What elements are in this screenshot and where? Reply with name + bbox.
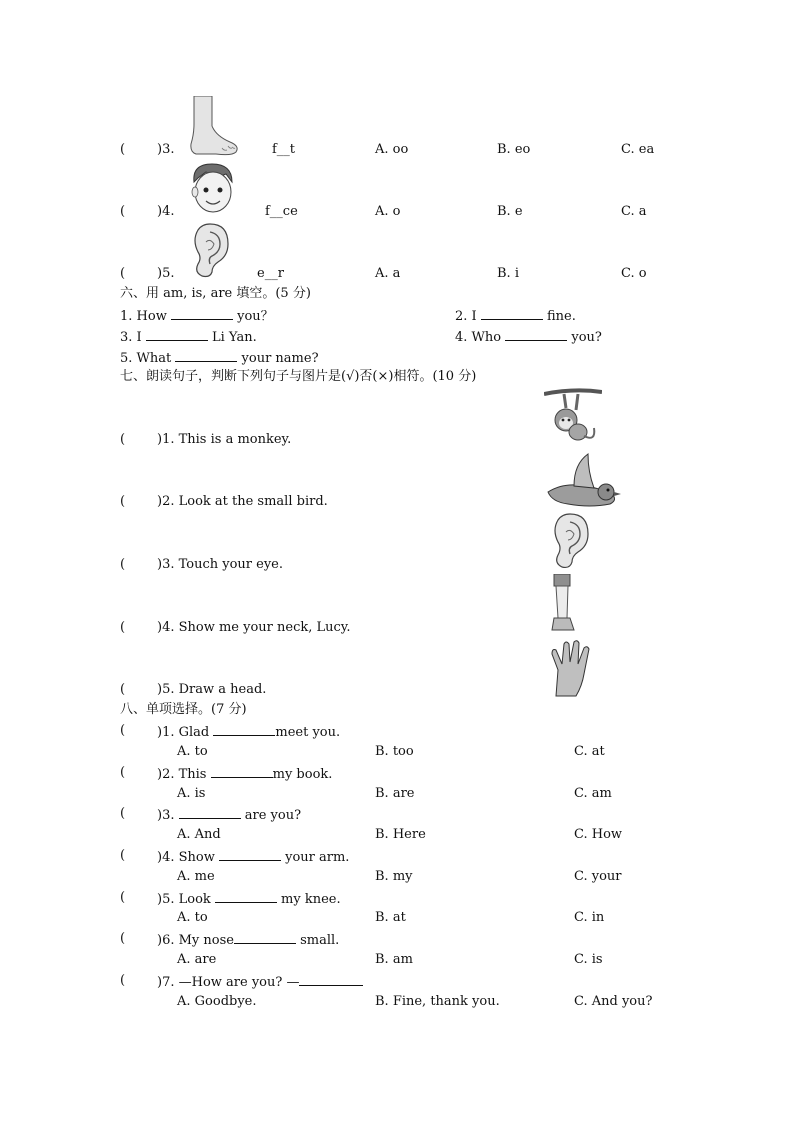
answer-blank[interactable] xyxy=(219,848,281,861)
fill-question xyxy=(455,307,576,325)
option-b: B. Here xyxy=(375,827,426,842)
section7-heading: 七、朗读句子，判断下列句子与图片是(√)否(×)相符。(10 分) xyxy=(120,369,477,384)
ear-image xyxy=(550,512,590,570)
judge-sentence: )5. Draw a head. xyxy=(157,682,267,697)
question-text: are you? xyxy=(240,808,302,823)
monkey-image xyxy=(544,388,602,446)
option-b: B. Fine, thank you. xyxy=(375,994,500,1009)
option-b: B. am xyxy=(375,952,413,967)
paren-open: ( xyxy=(120,620,126,635)
ear-image xyxy=(190,222,230,278)
answer-blank[interactable] xyxy=(213,723,275,736)
section6-heading: 六、用 am, is, are 填空。(5 分) xyxy=(120,286,311,301)
option-a: A. is xyxy=(177,786,206,801)
question-number: )5. xyxy=(157,266,175,281)
question-text: Li Yan. xyxy=(211,330,257,345)
choice-question xyxy=(157,973,363,991)
question-text: your name? xyxy=(241,351,319,366)
option-a: A. me xyxy=(177,869,215,884)
fill-question xyxy=(120,349,319,367)
question-text: )6. My nose xyxy=(157,933,234,948)
word-blank: f__t xyxy=(272,142,296,157)
option-b: B. too xyxy=(375,744,414,759)
option-c: C. in xyxy=(574,910,605,925)
option-c: C. is xyxy=(574,952,603,967)
question-text: 3. I xyxy=(120,330,142,345)
paren-open: ( xyxy=(120,682,126,697)
choice-question xyxy=(157,890,341,908)
question-text: fine. xyxy=(546,309,576,324)
question-number: )4. xyxy=(157,204,175,219)
option-a: A. to xyxy=(177,910,208,925)
option-b: B. e xyxy=(497,204,523,219)
question-text: 1. How xyxy=(120,309,167,324)
choice-question xyxy=(157,723,340,741)
judge-sentence: )1. This is a monkey. xyxy=(157,432,292,447)
choice-question xyxy=(157,848,349,866)
option-b: B. my xyxy=(375,869,413,884)
answer-blank[interactable] xyxy=(299,973,363,986)
option-b: B. are xyxy=(375,786,415,801)
question-text: my book. xyxy=(272,767,333,782)
leg-image xyxy=(550,574,576,634)
answer-blank[interactable] xyxy=(215,890,277,903)
question-text: meet you. xyxy=(275,725,341,740)
question-text: 4. Who xyxy=(455,330,502,345)
option-c: C. a xyxy=(621,204,647,219)
option-c: C. am xyxy=(574,786,612,801)
fill-question xyxy=(120,328,257,346)
question-text: your arm. xyxy=(280,850,350,865)
option-c: C. ea xyxy=(621,142,655,157)
paren-open: ( xyxy=(120,765,126,780)
option-a: A. And xyxy=(177,827,221,842)
answer-blank[interactable] xyxy=(211,765,273,778)
judge-sentence: )3. Touch your eye. xyxy=(157,557,284,572)
judge-sentence: )2. Look at the small bird. xyxy=(157,494,328,509)
question-text: 2. I xyxy=(455,309,477,324)
option-a: A. o xyxy=(375,204,401,219)
option-c: C. And you? xyxy=(574,994,653,1009)
paren-open: ( xyxy=(120,266,126,281)
question-text: )7. —How are you? — xyxy=(157,975,300,990)
choice-question xyxy=(157,765,332,783)
bird-image xyxy=(544,452,622,510)
question-number: )3. xyxy=(157,142,175,157)
question-text: 5. What xyxy=(120,351,172,366)
question-text: )3. xyxy=(157,808,175,823)
choice-question xyxy=(157,806,301,824)
answer-blank[interactable] xyxy=(179,806,241,819)
answer-blank[interactable] xyxy=(481,307,543,320)
judge-sentence: )4. Show me your neck, Lucy. xyxy=(157,620,351,635)
answer-blank[interactable] xyxy=(171,307,233,320)
choice-question xyxy=(157,931,339,949)
question-text: you？ xyxy=(237,309,274,324)
answer-blank[interactable] xyxy=(175,349,237,362)
paren-open: ( xyxy=(120,723,126,738)
paren-open: ( xyxy=(120,494,126,509)
option-a: A. a xyxy=(375,266,401,281)
option-c: C. o xyxy=(621,266,647,281)
word-blank: f__ce xyxy=(265,204,298,219)
option-b: B. at xyxy=(375,910,406,925)
paren-open: ( xyxy=(120,142,126,157)
option-b: B. i xyxy=(497,266,519,281)
question-text: )2. This xyxy=(157,767,207,782)
option-a: A. are xyxy=(177,952,217,967)
paren-open: ( xyxy=(120,931,126,946)
question-text: my knee. xyxy=(276,892,341,907)
paren-open: ( xyxy=(120,848,126,863)
option-a: A. oo xyxy=(375,142,409,157)
face-image xyxy=(186,160,240,216)
fill-question xyxy=(120,307,274,325)
option-a: A. to xyxy=(177,744,208,759)
paren-open: ( xyxy=(120,806,126,821)
question-text: you? xyxy=(571,330,602,345)
paren-open: ( xyxy=(120,557,126,572)
word-blank: e__r xyxy=(257,266,284,281)
option-c: C. your xyxy=(574,869,622,884)
option-c: C. at xyxy=(574,744,605,759)
paren-open: ( xyxy=(120,973,126,988)
foot-image xyxy=(186,96,240,158)
fill-question xyxy=(455,328,602,346)
option-b: B. eo xyxy=(497,142,531,157)
paren-open: ( xyxy=(120,432,126,447)
section8-heading: 八、单项选择。(7 分) xyxy=(120,702,247,717)
paren-open: ( xyxy=(120,204,126,219)
paren-open: ( xyxy=(120,890,126,905)
answer-blank[interactable] xyxy=(505,328,567,341)
question-text: )5. Look xyxy=(157,892,211,907)
answer-blank[interactable] xyxy=(146,328,208,341)
answer-blank[interactable] xyxy=(234,931,296,944)
question-text: small. xyxy=(295,933,340,948)
option-c: C. How xyxy=(574,827,623,842)
question-text: )1. Glad xyxy=(157,725,210,740)
question-text: )4. Show xyxy=(157,850,215,865)
option-a: A. Goodbye. xyxy=(177,994,257,1009)
hand-image xyxy=(546,640,602,698)
